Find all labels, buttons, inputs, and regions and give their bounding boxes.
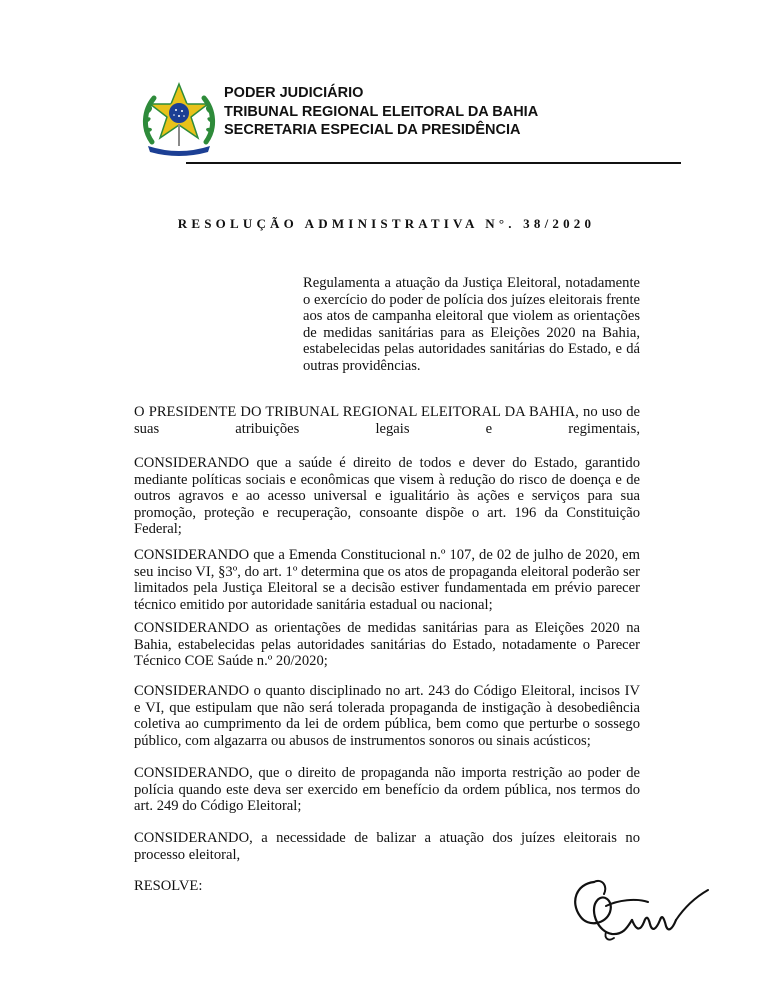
resolve-label: RESOLVE: (134, 878, 203, 894)
header-line-secretariat: SECRETARIA ESPECIAL DA PRESIDÊNCIA (224, 122, 521, 138)
header-line-judiciary: PODER JUDICIÁRIO (224, 85, 364, 101)
header-line-tribunal: TRIBUNAL REGIONAL ELEITORAL DA BAHIA (224, 103, 539, 120)
handwritten-signature-icon (566, 872, 716, 952)
considerando-paragraph-4: CONSIDERANDO o quanto disciplinado no art. 243 do Código Eleitoral, incisos IV e VI, que estipulam que não será tolerada propaganda de instigação à desobediência coletiva ao cumprimento da lei de ordem pública, bem como que perturbe o sossego público, com algazarra ou abusos de instrumentos sonoros ou sinais acústicos; (134, 683, 640, 749)
considerando-paragraph-2: CONSIDERANDO que a Emenda Constitucional n.º 107, de 02 de julho de 2020, em seu inciso VI, §3º, do art. 1º determina que os atos de propaganda eleitoral poderão ser limitados pela Justiça Eleitoral se a decisão estiver fundamentada em prévio parecer técnico emitido por autoridade sanitária estadual ou nacional; (134, 547, 640, 613)
document-title: RESOLUÇÃO ADMINISTRATIVA N°. 38/2020 (177, 216, 596, 231)
preamble-paragraph: O PRESIDENTE DO TRIBUNAL REGIONAL ELEITORAL DA BAHIA, no uso de suas atribuições legais e regimentais, (134, 404, 640, 437)
header-divider (186, 162, 681, 164)
considerando-paragraph-3: CONSIDERANDO as orientações de medidas sanitárias para as Eleições 2020 na Bahia, estabelecidas pelas autoridades sanitárias do Estado, notadamente o Parecer Técnico COE Saúde n.º 20/2020; (134, 620, 640, 670)
considerando-paragraph-6: CONSIDERANDO, a necessidade de balizar a atuação dos juízes eleitorais no processo eleitoral, (134, 830, 640, 863)
considerando-paragraph-5: CONSIDERANDO, que o direito de propaganda não importa restrição ao poder de polícia quando este deva ser exercido em benefício da ordem pública, nos termos do art. 249 do Código Eleitoral; (134, 765, 640, 815)
brazil-coat-of-arms-icon (138, 80, 220, 160)
considerando-paragraph-1: CONSIDERANDO que a saúde é direito de todos e dever do Estado, garantido mediante políticas sociais e econômicas que visem à redução do risco de doença e de outros agravos e ao acesso universal e igualitário às ações e serviços para sua promoção, proteção e recuperação, consoante dispõe o art. 196 da Constituição Federal; (134, 455, 640, 538)
document-ementa: Regulamenta a atuação da Justiça Eleitoral, notadamente o exercício do poder de polícia dos juízes eleitorais frente aos atos de campanha eleitoral que violem as orientações de medidas sanitárias para as Eleições 2020 na Bahia, estabelecidas pelas autoridades sanitárias do Estado, e dá outras providências. (303, 275, 640, 374)
institution-header (224, 84, 538, 140)
